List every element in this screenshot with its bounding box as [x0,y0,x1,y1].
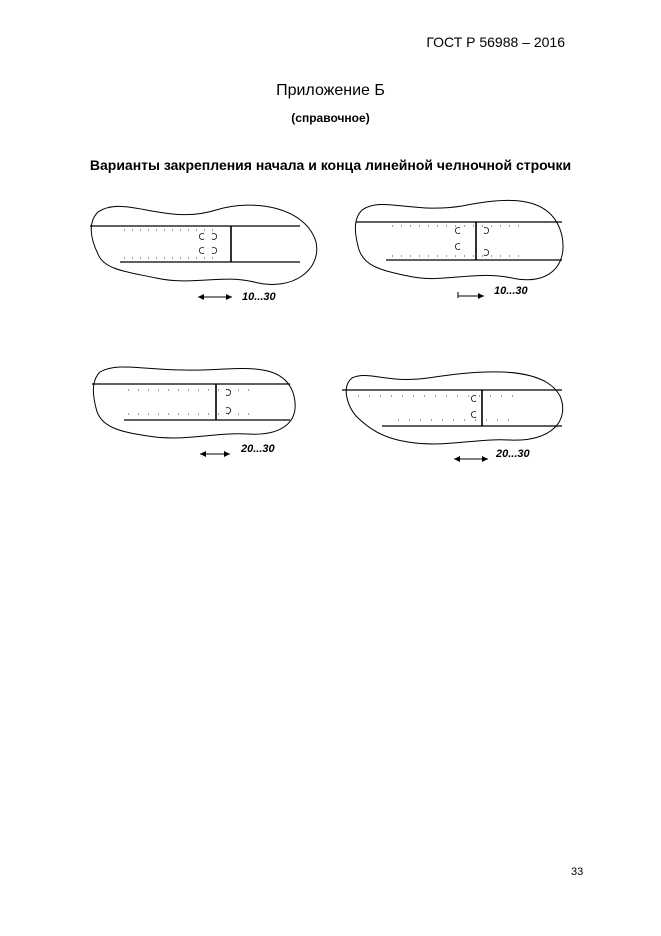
stitch-dots [392,226,522,256]
annex-subtitle: (справочное) [291,111,370,125]
dimension-label-2: 10...30 [494,285,528,297]
figure-stitch-3-drawing [88,362,310,442]
backtack-loops [226,390,231,414]
figure-stitch-3 [88,362,310,442]
figure-stitch-1-drawing [84,200,319,290]
figure-stitch-2-drawing [352,196,570,286]
stitch-dots [358,396,518,420]
figure-stitch-4-drawing [338,366,570,450]
stitch-dots [124,230,220,258]
dimension-arrow-4 [452,454,492,464]
figure-stitch-2 [352,196,570,286]
dimension-label-4: 20...30 [496,448,530,460]
page-number: 33 [571,866,584,878]
dimension-arrow-1 [196,292,236,302]
annex-title: Приложение Б [276,82,385,99]
section-title: Варианты закрепления начала и конца линейной челночной строчки [89,157,572,173]
document-code: ГОСТ Р 56988 – 2016 [426,34,565,50]
dimension-label-3: 20...30 [241,443,275,455]
fabric-outline [93,367,295,438]
fabric-outline [91,205,317,284]
backtack-loops [471,396,476,418]
figure-stitch-1 [84,200,319,290]
figure-stitch-4 [338,366,570,450]
fabric-outline [346,372,562,444]
dimension-label-1: 10...30 [242,291,276,303]
dimension-arrow-2 [456,290,486,300]
backtack-loops [455,228,488,256]
stitch-dots [128,390,258,414]
backtack-loops [199,234,216,254]
dimension-arrow-3 [198,449,234,459]
fabric-outline [355,200,563,279]
